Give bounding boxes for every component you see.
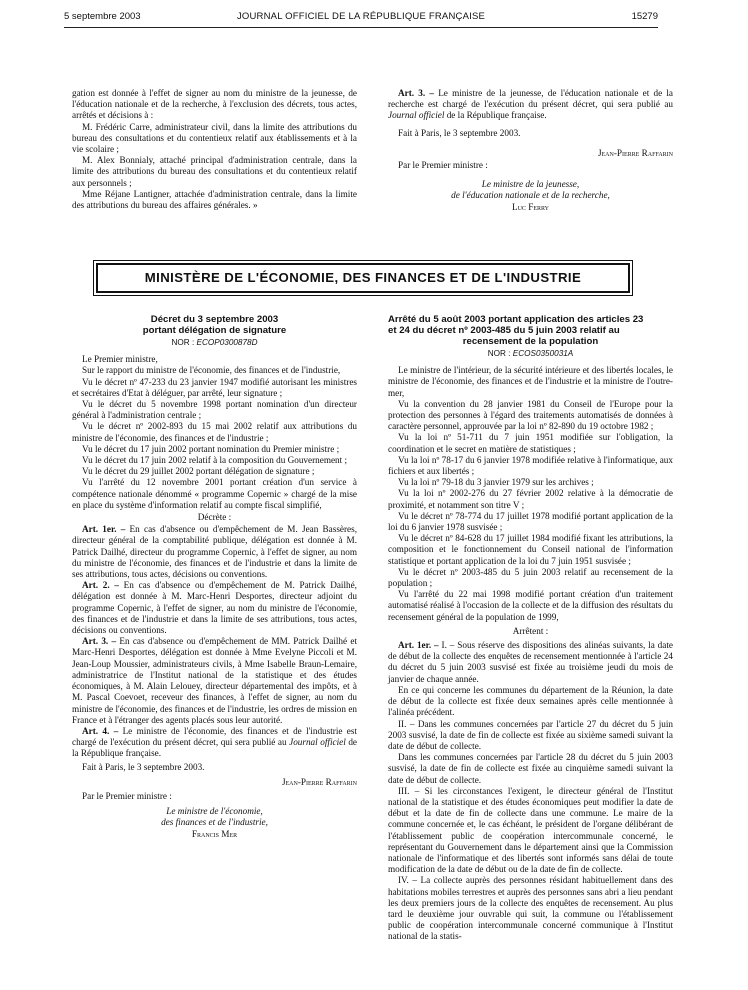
paragraph: En ce qui concerne les communes du département de la Réunion, la date de début de la collecte est fixée deux semaines après celle mentionnée à l'alinéa précédent. bbox=[388, 684, 673, 718]
nor-label: NOR : bbox=[487, 349, 513, 358]
nor-reference bbox=[72, 337, 357, 348]
article-label: Art. 3. – bbox=[82, 636, 117, 647]
article-text-end: de la République française. bbox=[444, 110, 547, 121]
paragraph: Vu le décret nº 84-628 du 17 juillet 1984 modifié fixant les attributions, la composition et le fonctionnement du Conseil national de l'information statistique et portant application de la loi du 7 juin 1951 susvisée ; bbox=[388, 533, 673, 566]
header-rule bbox=[64, 27, 658, 28]
journal-ref: Journal officiel bbox=[388, 110, 445, 121]
arretent: Arrêtent : bbox=[512, 625, 549, 636]
paragraph: Vu l'arrêté du 22 mai 1998 modifié portant création d'un traitement automatisé réalisé à l'occasion de la collecte et de la diffusion des résultats du recensement général de la population de 1999, bbox=[388, 589, 673, 622]
paragraph: Vu la loi nº 78-17 du 6 janvier 1978 modifiée relative à l'informatique, aux fichiers et aux libertés ; bbox=[388, 454, 673, 477]
fait-a-paris: Fait à Paris, le 3 septembre 2003. bbox=[398, 127, 521, 138]
ministry-banner: MINISTÈRE DE L'ÉCONOMIE, DES FINANCES ET DE L'INDUSTRIE bbox=[96, 263, 630, 293]
minister-title-2: des finances et de l'industrie, bbox=[161, 817, 268, 828]
article-label: Art. 3. – bbox=[398, 88, 434, 98]
article-label: Art. 1er. – bbox=[82, 524, 126, 535]
paragraph: Vu le décret du 5 novembre 1998 portant nomination d'un directeur général à l'administration centrale ; bbox=[72, 399, 357, 421]
article-1 bbox=[72, 524, 357, 580]
article-text: I. – Sous réserve des dispositions des alinéas suivants, la date de début de la collecte des enquêtes de recensement mentionnée à l'article 24 du décret du 5 juin 2003 susvisé est fixée au troisième jeudi du mois de janvier de chaque année. bbox=[388, 640, 673, 684]
article-1 bbox=[388, 640, 673, 685]
paragraph: Dans les communes concernées par l'article 28 du décret du 5 juin 2003 susvisé, la date de fin de collecte est fixée au cinquième samedi suivant la date de début de collecte. bbox=[388, 752, 673, 785]
article-text: En cas d'absence ou d'empêchement de M. Patrick Dailhé, délégation est donnée à M. Marc-Henri Desportes, directeur adjoint du programme Copernic, à l'effet de signer, au nom du ministre de l'économie, des finances et de l'industrie et dans la limite de ses attributions, tous actes, décisions ou conventions. bbox=[72, 580, 357, 636]
paragraph: Vu la convention du 28 janvier 1981 du Conseil de l'Europe pour la protection des personnes à l'égard des traitements automatisés de données à caractère personnel, approuvée par la loi nº 82-890 du 19 octobre 1982 ; bbox=[388, 398, 673, 432]
paragraph: Vu le décret nº 47-233 du 23 janvier 1947 modifié autorisant les ministres et secrétaires d'Etat à déléguer, par arrêté, leur signature ; bbox=[72, 376, 357, 398]
paragraph: Vu le décret du 17 juin 2002 relatif à la composition du Gouvernement ; bbox=[82, 455, 348, 466]
article-text: En cas d'absence ou d'empêchement de M. Jean Bassères, directeur général de la comptabilité publique, délégation est donnée à M. Patrick Dailhé, directeur du programme Copernic, à l'effet de signer, au nom du ministre de l'économie, des finances et de l'industrie et dans la limite de ses attributions, tous actes, décisions ou conventions. bbox=[72, 524, 357, 580]
decrete: Décrète : bbox=[197, 512, 232, 523]
paragraph: gation est donnée à l'effet de signer au nom du ministre de la jeunesse, de l'éducation nationale et de la recherche, à l'exclusion des décrets, tous actes, arrêtés et décisions à : bbox=[72, 88, 357, 121]
paragraph: Vu la loi nº 51-711 du 7 juin 1951 modifiée sur l'obligation, la coordination et le secret en matière de statistiques ; bbox=[388, 432, 673, 454]
decree-subtitle: portant délégation de signature bbox=[142, 325, 287, 336]
paragraph: II. – Dans les communes concernées par l'article 27 du décret du 5 juin 2003 susvisé, la date de fin de collecte est fixée au sixième samedi suivant la date de début de collecte. bbox=[388, 718, 673, 751]
paragraph: III. – Si les circonstances l'exigent, le directeur général de l'Institut national de la statistique et des études économiques peut modifier la date de début et la date de fin de collecte dans une commune. Le maire de la commune concernée et, le cas échéant, le président de l'organe délibérant de l'établissement public de coopération intercommunale concerné, le représentant du Gouvernement dans le département ainsi que la Commission nationale de l'informatique et des libertés sont informés sans délai de toute modification de la date de début ou de la date de fin de collecte. bbox=[388, 785, 673, 875]
paragraph: Vu le décret nº 2003-485 du 5 juin 2003 relatif au recensement de la population ; bbox=[388, 566, 673, 589]
article-3 bbox=[72, 636, 357, 726]
article-4 bbox=[72, 726, 357, 760]
paragraph: Vu la loi nº 2002-276 du 27 février 2002 relative à la démocratie de proximité, et notamment son titre V ; bbox=[388, 488, 673, 510]
paragraph: Le ministre de l'intérieur, de la sécurité intérieure et des libertés locales, le ministre de l'économie, des finances et de l'industrie et la ministre de l'outre-mer, bbox=[388, 365, 673, 398]
article-label: Art. 4. – bbox=[82, 725, 119, 736]
paragraph: Vu le décret nº 2002-893 du 15 mai 2002 relatif aux attributions du ministre de l'économie, des finances et de l'industrie ; bbox=[72, 421, 357, 443]
article-text: En cas d'absence ou d'empêchement de MM. Patrick Dailhé et Marc-Henri Desportes, délégation est donnée à Mme Evelyne Piccoli et M. Jean-Loup Moussier, administrateurs civils, à Mme Isabelle Braun-Lemaire, administratrice de l'Institut national de la statistique et des études économiques, à M. Alain Lelouey, directeur départemental des impôts, et à M. Pascal Coevoet, receveur des finances, à l'effet de signer, au nom du ministre de l'économie, des finances et de l'industrie, les ordres de mission en France et à l'étranger des agents placés sous leur autorité. bbox=[72, 636, 357, 725]
arrete-title-1: Arrêté du 5 août 2003 portant application des articles 23 bbox=[388, 314, 644, 325]
nor-code: ECOS0350031A bbox=[512, 349, 574, 358]
paragraph: Sur le rapport du ministre de l'économie, des finances et de l'industrie, bbox=[82, 365, 341, 376]
signatory: Jean-Pierre Raffarin bbox=[597, 147, 673, 158]
nor-reference bbox=[388, 348, 673, 359]
article-label: Art. 1er. – bbox=[398, 640, 439, 651]
paragraph: Vu le décret nº 78-774 du 17 juillet 1978 modifié portant application de la loi du 6 janvier 1978 susvisée ; bbox=[388, 510, 673, 533]
article-2 bbox=[72, 580, 357, 636]
paragraph: Vu la loi nº 79-18 du 3 janvier 1979 sur les archives ; bbox=[398, 477, 594, 488]
article-text: Le ministre de la jeunesse, de l'éducation nationale et de la recherche est chargé de l'exécution du présent décret, qui sera publié au bbox=[388, 88, 673, 110]
signatory: Jean-Pierre Raffarin bbox=[281, 776, 357, 787]
minister-name: Francis Mer bbox=[191, 828, 238, 839]
journal-title: JOURNAL OFFICIEL DE LA RÉPUBLIQUE FRANÇAISE bbox=[236, 11, 486, 22]
decree-column bbox=[72, 314, 357, 840]
paragraph: Mme Réjane Lantigner, attachée d'administration centrale, dans la limite des attributions du bureau des affaires générales. » bbox=[72, 188, 357, 211]
paragraph: Vu l'arrêté du 12 novembre 2001 portant création d'un service à compétence nationale dénommé « programme Copernic » chargé de la mise en place du système d'information relatif au compte fiscal simplifié, bbox=[72, 477, 357, 510]
minister-name: Luc Ferry bbox=[511, 201, 550, 212]
paragraph: Le Premier ministre, bbox=[82, 354, 158, 365]
journal-ref: Journal officiel bbox=[289, 737, 346, 748]
par-le-premier-ministre: Par le Premier ministre : bbox=[82, 790, 172, 801]
decree-title: Décret du 3 septembre 2003 bbox=[150, 314, 279, 325]
par-le-premier-ministre: Par le Premier ministre : bbox=[398, 160, 488, 171]
minister-title-2: de l'éducation nationale et de la recherche, bbox=[451, 190, 610, 201]
paragraph: M. Alex Bonnialy, attaché principal d'administration centrale, dans la limite des attributions du bureau des consultations et du contentieux relatif aux personnels ; bbox=[72, 155, 357, 188]
article-text: Le ministre de l'économie, des finances et de l'industrie est chargé de l'exécution du présent décret, qui sera publié au bbox=[72, 725, 357, 748]
fait-a-paris: Fait à Paris, le 3 septembre 2003. bbox=[82, 761, 205, 772]
arrete-column bbox=[388, 314, 673, 943]
page-number: 15279 bbox=[631, 11, 658, 22]
article-3 bbox=[388, 88, 673, 122]
page-header bbox=[64, 11, 658, 25]
paragraph: M. Frédéric Carre, administrateur civil, dans la limite des attributions du bureau des consultations et du contentieux relatif aux établissements et à la vie scolaire ; bbox=[72, 121, 357, 155]
minister-title-1: Le ministre de l'économie, bbox=[166, 806, 263, 817]
paragraph: Vu le décret du 17 juin 2002 portant nomination du Premier ministre ; bbox=[82, 443, 340, 454]
article-label: Art. 2. – bbox=[82, 580, 119, 591]
continuation-text-left bbox=[72, 88, 357, 211]
paragraph: Vu le décret du 29 juillet 2002 portant délégation de signature ; bbox=[82, 466, 315, 477]
continuation-text-right bbox=[388, 88, 673, 213]
nor-label: NOR : bbox=[171, 338, 197, 347]
nor-code: ECOP0300878D bbox=[196, 338, 258, 347]
article-text-end: de la République française. bbox=[72, 737, 358, 759]
header-date: 5 septembre 2003 bbox=[64, 11, 141, 22]
minister-title-1: Le ministre de la jeunesse, bbox=[481, 179, 580, 190]
arrete-title-2: et 24 du décret nº 2003-485 du 5 juin 2003 relatif au bbox=[388, 325, 620, 336]
paragraph: IV. – La collecte auprès des personnes résidant habituellement dans des habitations mobiles terrestres et auprès des personnes sans abri a lieu pendant les deux premiers jours de la collecte des enquêtes de recensement. Au plus tard le deuxième jour ouvrable qui suit, la commune ou l'établissement public de coopération intercommunale concerné communique à l'Institut national de la statis- bbox=[388, 875, 673, 942]
arrete-title-3: recensement de la population bbox=[462, 336, 599, 347]
